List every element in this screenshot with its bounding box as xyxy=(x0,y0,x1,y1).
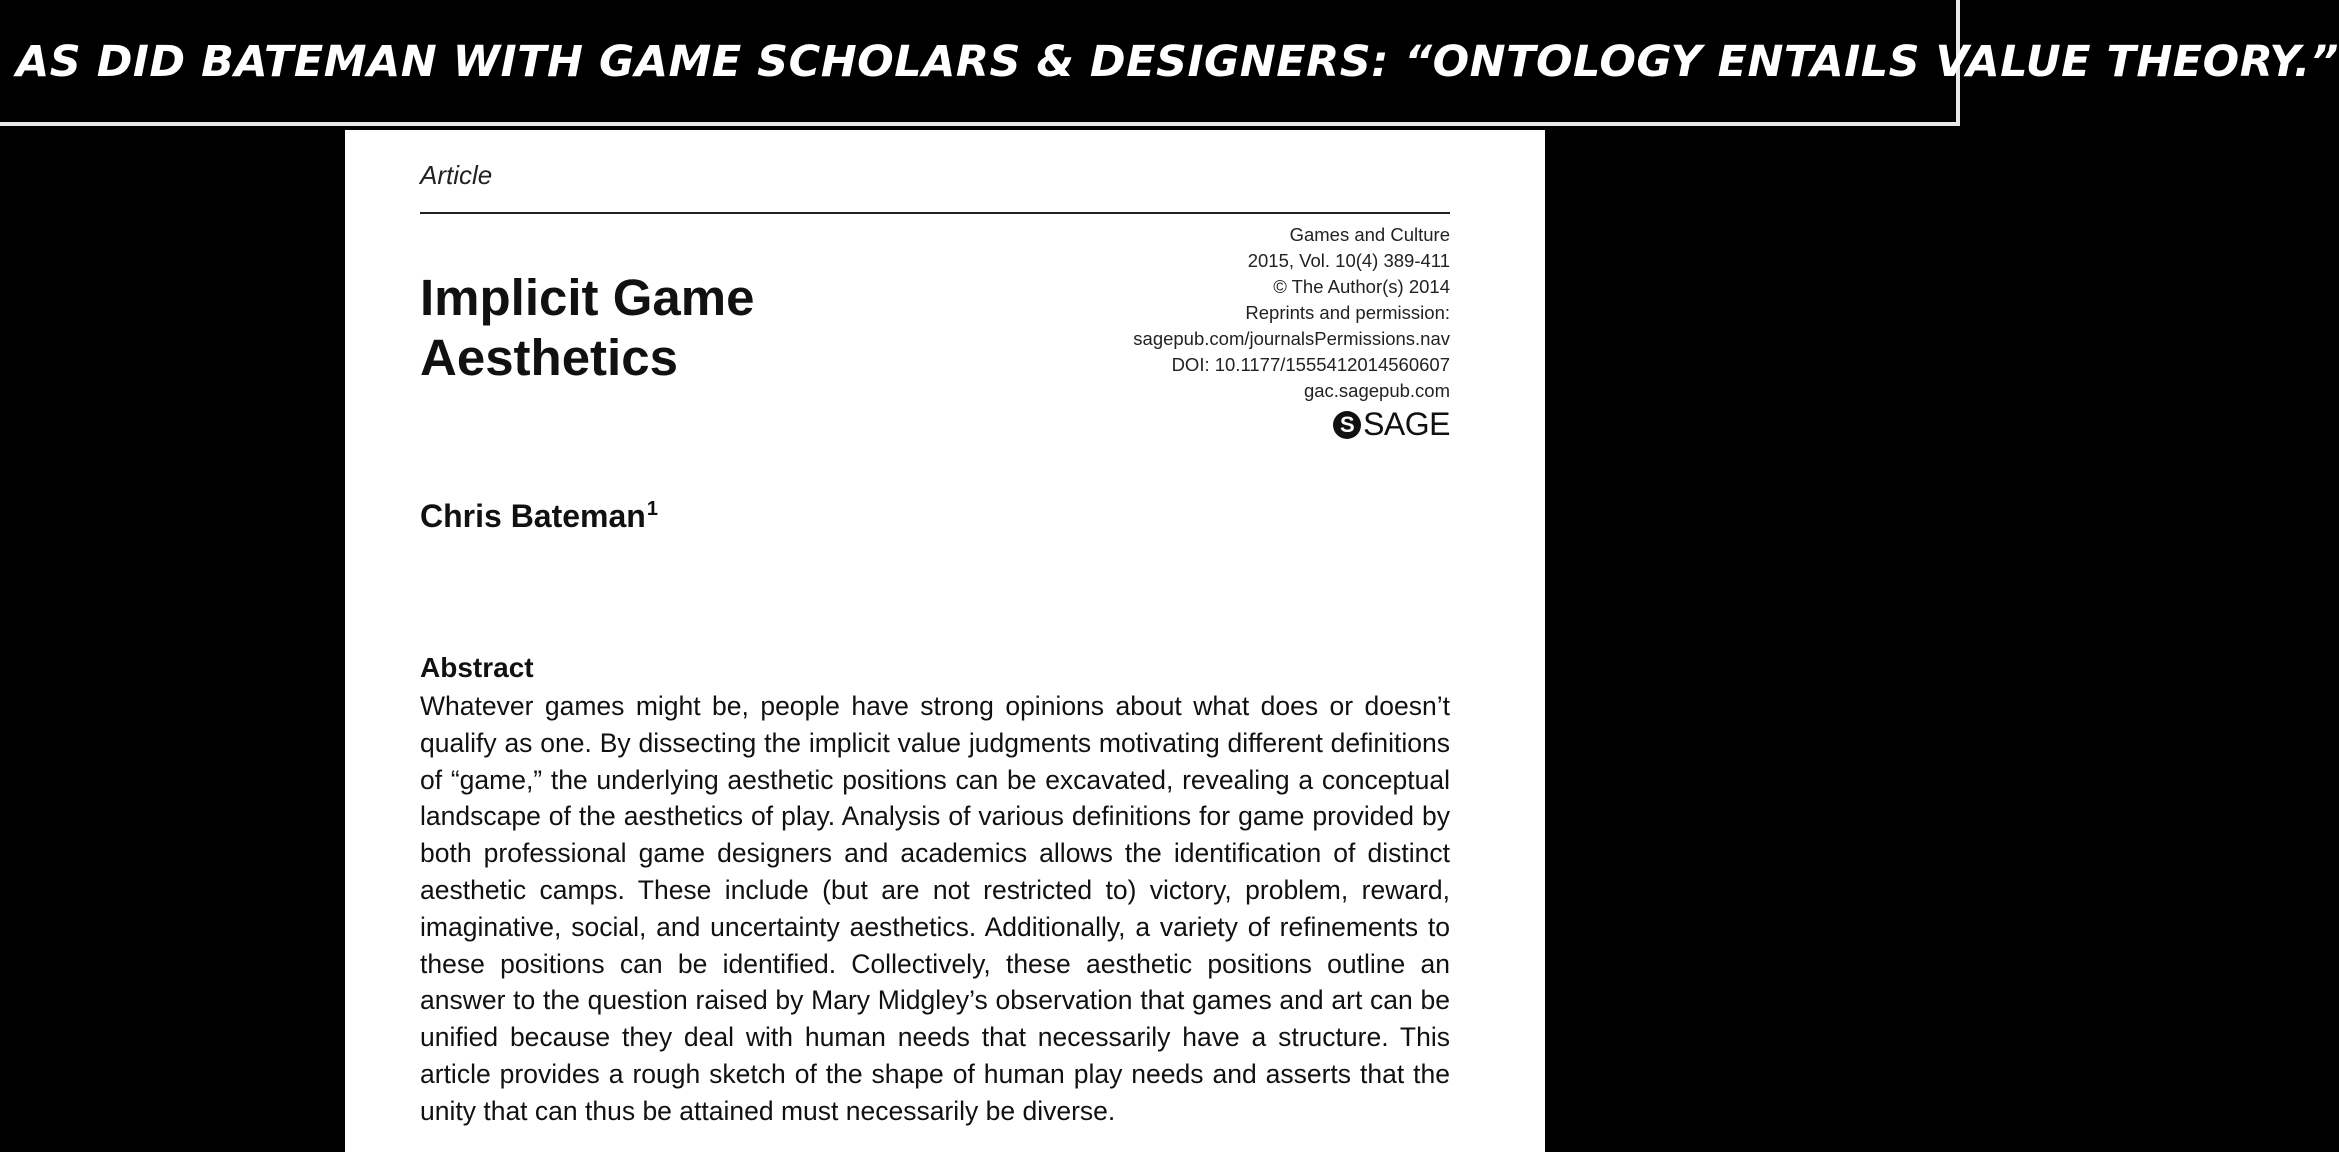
journal-name: Games and Culture xyxy=(1289,224,1450,245)
abstract-body: Whatever games might be, people have strong opinions about what does or doesn’t qualify as one. By dissecting the implicit value judgments motivating different definitions of “game,” the underlying aesthetic positions can be excavated, revealing a conceptual landscape of the aesthetics of play. Analysis of various definitions for game provided by both professional game designers and academics allows the identification of distinct aesthetic camps. These include (but are not restricted to) victory, problem, reward, imaginative, social, and uncertainty aesthetics. Additionally, a variety of refinements to these positions can be identified. Collectively, these aesthetic positions outline an answer to the question raised by Mary Midgley’s observation that games and art can be unified because they deal with human needs that necessarily have a structure. This article provides a rough sketch of the shape of human play needs and asserts that the unity that can thus be attained must necessarily be diverse. xyxy=(420,691,1450,1126)
journal-copyright: © The Author(s) 2014 xyxy=(1273,276,1450,297)
sage-wordmark: SAGE xyxy=(1363,406,1450,442)
author-name: Chris Bateman xyxy=(420,498,646,534)
article-type-label: Article xyxy=(420,160,493,190)
article-page xyxy=(345,130,1545,1152)
journal-site: gac.sagepub.com xyxy=(1303,380,1450,401)
abstract-heading: Abstract xyxy=(420,652,534,683)
journal-metadata xyxy=(1133,222,1450,404)
journal-reprints: Reprints and permission: xyxy=(1245,302,1450,323)
journal-volume: 2015, Vol. 10(4) 389-411 xyxy=(1247,250,1450,271)
header-rule xyxy=(420,212,1450,214)
caption-banner xyxy=(0,0,2339,126)
sage-mark-icon: S xyxy=(1333,411,1361,439)
journal-doi: DOI: 10.1177/1555412014560607 xyxy=(1171,354,1450,375)
journal-permissions-url: sagepub.com/journalsPermissions.nav xyxy=(1133,328,1450,349)
sage-logo xyxy=(1333,406,1450,443)
article-title-line2: Aesthetics xyxy=(420,329,678,386)
article-title-line1: Implicit Game xyxy=(420,269,755,326)
caption-text: AS DID BATEMAN WITH GAME SCHOLARS & DESIGNERS: “ONTOLOGY ENTAILS VALUE THEORY.” xyxy=(16,37,2339,87)
author-line xyxy=(420,498,658,535)
author-affiliation-mark: 1 xyxy=(646,498,658,521)
article-title xyxy=(420,268,980,388)
